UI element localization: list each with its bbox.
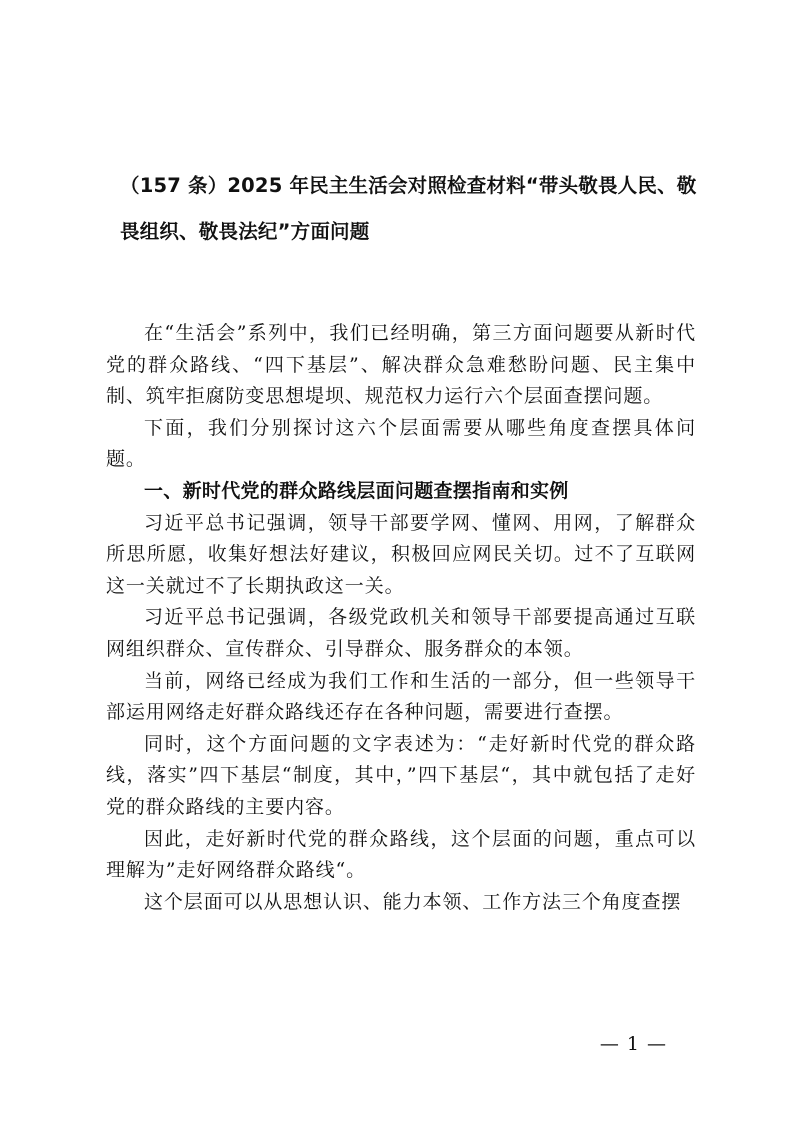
paragraph: 当前，网络已经成为我们工作和生活的一部分，但一些领导干部运用网络走好群众路线还存在各种问题，需要进行查摆。 [106, 669, 696, 724]
paragraph: 习近平总书记强调，领导干部要学网、懂网、用网，了解群众所思所愿，收集好想法好建议，积极回应网民关切。过不了互联网这一关就过不了长期执政这一关。 [106, 511, 696, 597]
paragraph: 习近平总书记强调，各级党政机关和领导干部要提高通过互联网组织群众、宣传群众、引导群众、服务群众的本领。 [106, 606, 696, 660]
section-heading: 一、新时代党的群众路线层面问题查摆指南和实例 [144, 479, 569, 502]
paragraph: 因此，走好新时代党的群众路线，这个层面的问题，重点可以理解为”走好网络群众路线“。 [106, 827, 696, 882]
paragraph-intro: 在“生活会”系列中，我们已经明确，第三方面问题要从新时代党的群众路线、“四下基层”、解决群众急难愁盼问题、民主集中制、筑牢拒腐防变思想堤坝、规范权力运行六个层面查摆问题。 [106, 322, 696, 408]
paragraph: 同时，这个方面问题的文字表述为：“走好新时代党的群众路线，落实”四下基层“制度，其中，”四下基层“，其中就包括了走好党的群众路线的主要内容。 [106, 732, 696, 818]
document-title: （157 条）2025 年民主生活会对照检查材料“带头敬畏人民、敬畏组织、敬畏法纪”方面问题 [120, 174, 697, 243]
paragraph: 这个层面可以从思想认识、能力本领、工作方法三个角度查摆 [144, 890, 682, 913]
paragraph-overview: 下面，我们分别探讨这六个层面需要从哪些角度查摆具体问题。 [106, 416, 696, 471]
page-number: — 1 — [599, 1033, 667, 1055]
document-body [106, 318, 696, 918]
